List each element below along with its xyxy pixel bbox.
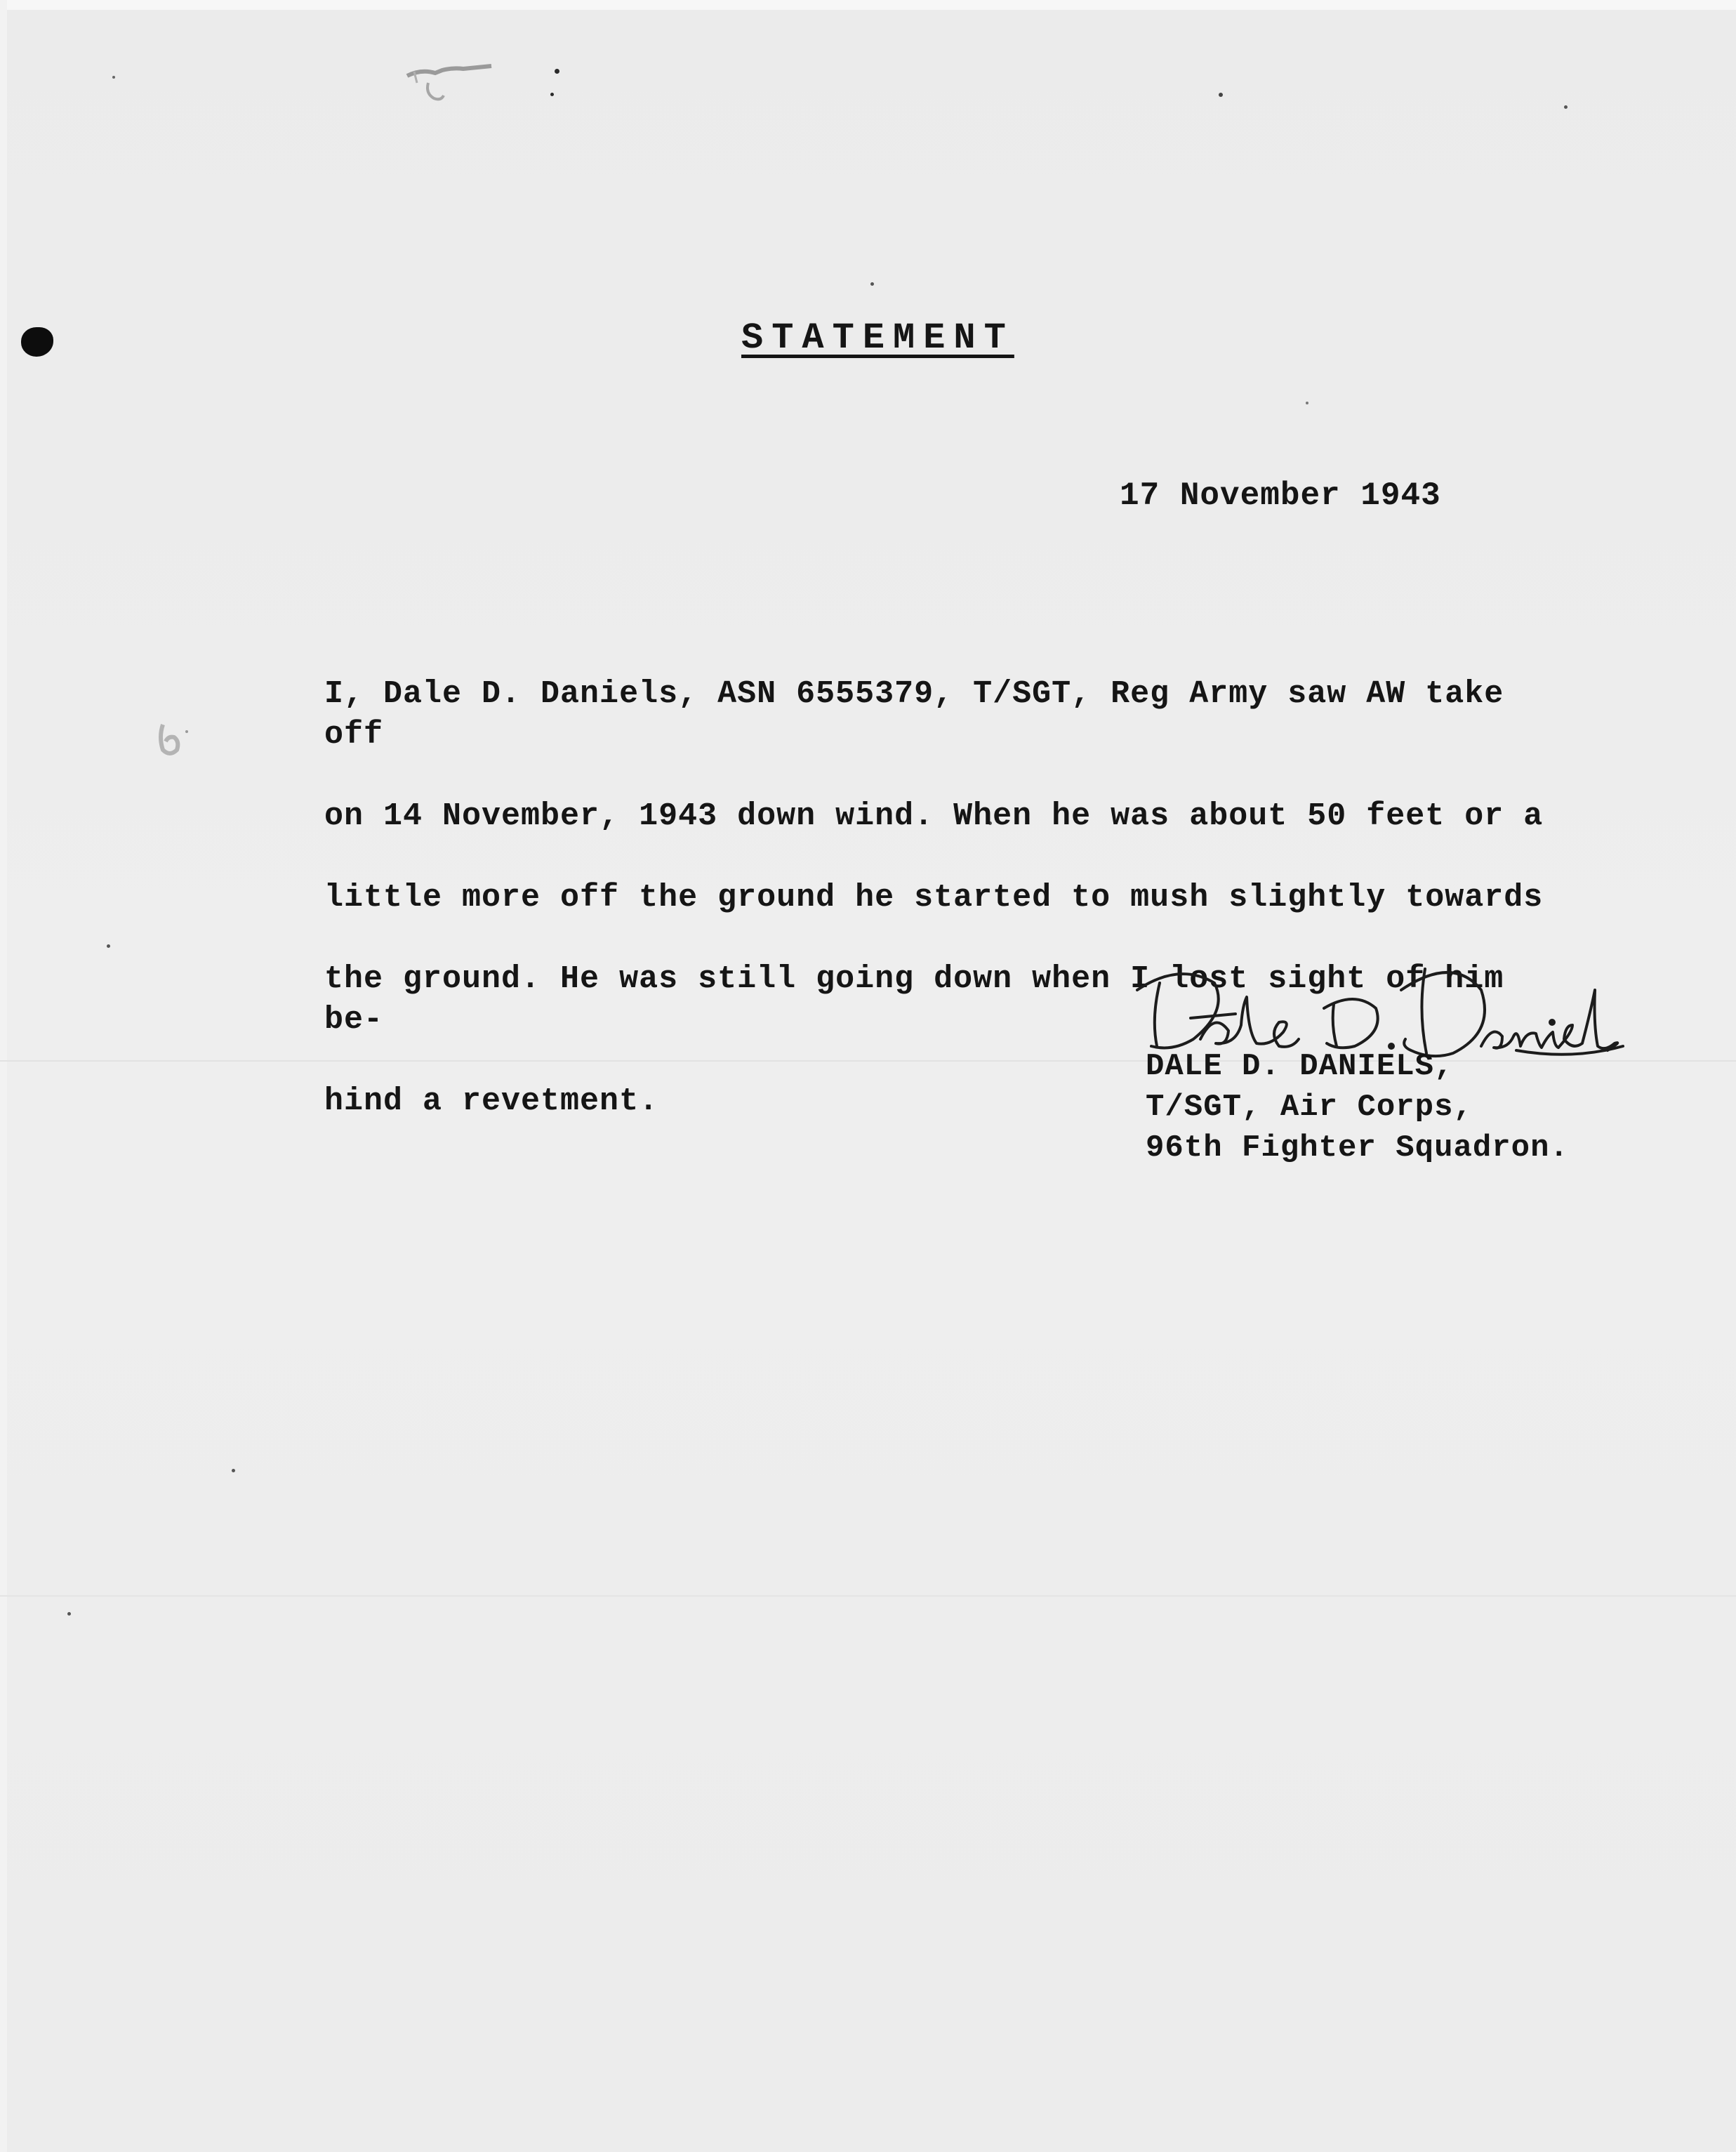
page-left-edge xyxy=(0,0,7,2152)
statement-heading: STATEMENT xyxy=(741,317,1014,359)
ink-smudge-left xyxy=(153,716,195,765)
speck xyxy=(1564,105,1568,109)
page-top-edge xyxy=(0,0,1736,10)
ink-smudge-top xyxy=(400,55,505,111)
signature-block xyxy=(1146,1046,1569,1168)
speck xyxy=(67,1612,71,1616)
hole-punch-mark xyxy=(21,327,53,357)
speck xyxy=(555,69,559,74)
body-line: little more off the ground he started to mush slightly towards xyxy=(324,880,1544,916)
body-line: hind a revetment. xyxy=(324,1083,659,1119)
signer-name: DALE D. DANIELS, xyxy=(1146,1049,1454,1084)
signer-rank: T/SGT, Air Corps, xyxy=(1146,1090,1473,1125)
speck xyxy=(107,944,110,948)
speck xyxy=(112,76,115,79)
speck xyxy=(1306,402,1308,404)
body-line: I, Dale D. Daniels, ASN 6555379, T/SGT, Reg Army saw AW take off xyxy=(324,676,1504,753)
fold-line xyxy=(0,1595,1736,1597)
speck xyxy=(870,282,874,286)
speck xyxy=(550,93,554,96)
body-line: on 14 November, 1943 down wind. When he was about 50 feet or a xyxy=(324,798,1544,834)
body-line: the ground. He was still going down when I lost sight of him be- xyxy=(324,961,1504,1038)
speck xyxy=(232,1469,235,1472)
speck xyxy=(1219,93,1223,97)
statement-date: 17 November 1943 xyxy=(1120,477,1441,514)
signer-unit: 96th Fighter Squadron. xyxy=(1146,1130,1569,1166)
